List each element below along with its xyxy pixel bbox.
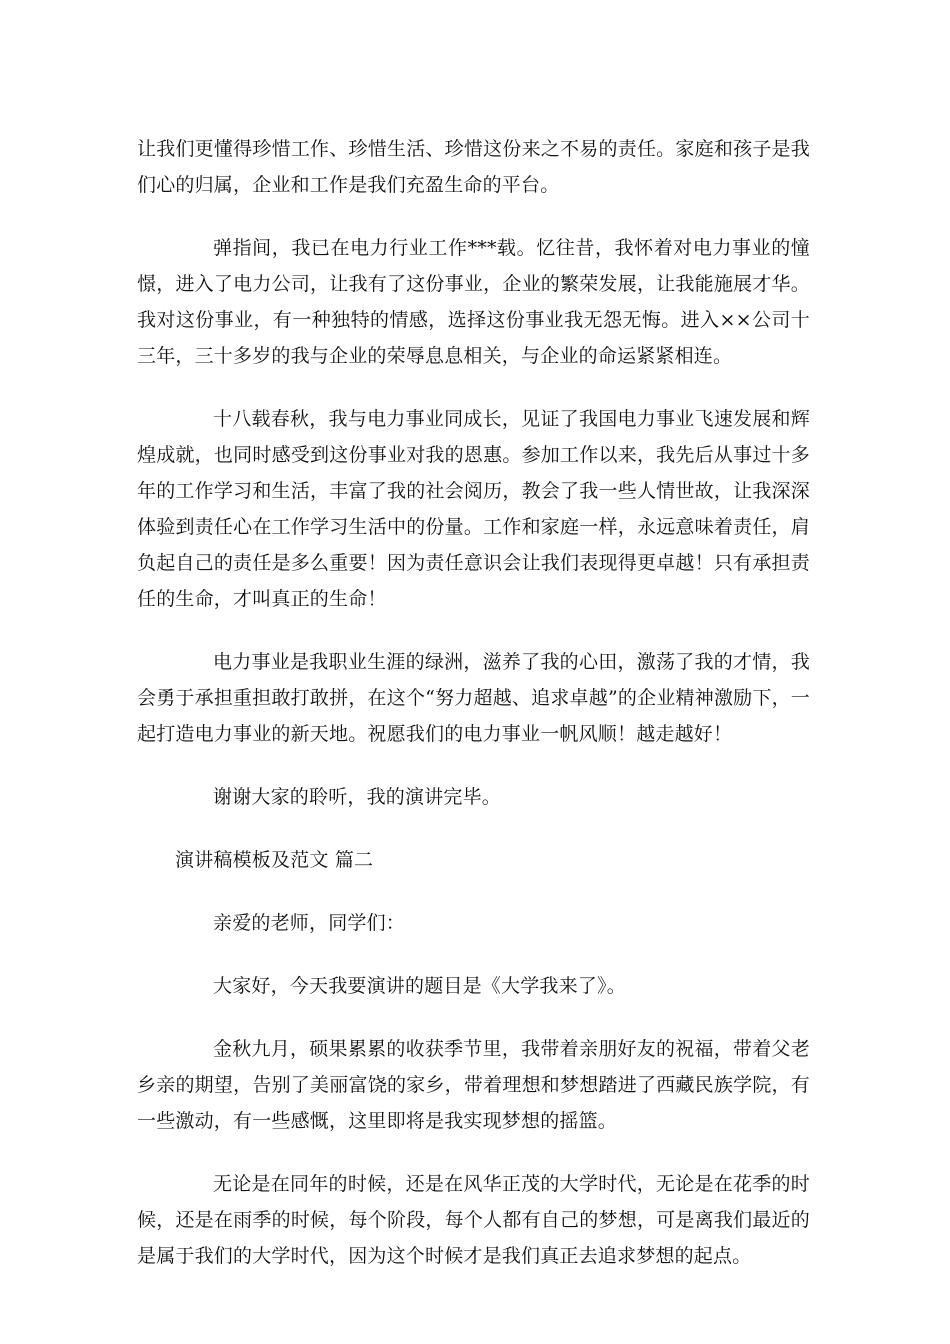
document-body — [137, 131, 810, 1301]
section-heading: 演讲稿模板及范文 篇二 — [175, 849, 374, 871]
paragraph-greeting: 亲爱的老师，同学们： — [213, 912, 406, 934]
paragraph-autumn: 金秋九月，硕果累累的收获季节里，我带着亲朋好友的祝福，带着父老乡亲的期望，告别了美丽富饶的家乡，带着理想和梦想踏进了西藏民族学院，有一些激动，有一些感慨，这里即将是我实现梦想的摇篮。 — [137, 1038, 810, 1132]
paragraph-oasis: 电力事业是我职业生涯的绿洲，滋养了我的心田，激荡了我的才情，我会勇于承担重担敢打敢拼，在这个“努力超越、追求卓越”的企业精神激励下，一起打造电力事业的新天地。祝愿我们的电力事业一帆风顺！越走越好！ — [137, 651, 810, 745]
paragraph-career-years: 弹指间，我已在电力行业工作***载。忆往昔，我怀着对电力事业的憧憬，进入了电力公司，让我有了这份事业，企业的繁荣发展，让我能施展才华。我对这份事业，有一种独特的情感，选择这份事业我无怨无悔。进入××公司十三年，三十多岁的我与企业的荣辱息息相关，与企业的命运紧紧相连。 — [137, 237, 810, 367]
paragraph-thanks: 谢谢大家的聆听，我的演讲完毕。 — [213, 786, 502, 808]
paragraph-topic: 大家好，今天我要演讲的题目是《大学我来了》。 — [213, 975, 626, 997]
paragraph-dreams: 无论是在同年的时候，还是在风华正茂的大学时代，无论是在花季的时候，还是在雨季的时候，每个阶段，每个人都有自己的梦想，可是离我们最近的是属于我们的大学时代，因为这个时候才是我们真正去追求梦想的起点。 — [137, 1173, 810, 1267]
paragraph-continuation: 让我们更懂得珍惜工作、珍惜生活、珍惜这份来之不易的责任。家庭和孩子是我们心的归属，企业和工作是我们充盈生命的平台。 — [137, 138, 810, 196]
paragraph-eighteen-years: 十八载春秋，我与电力事业同成长，见证了我国电力事业飞速发展和辉煌成就，也同时感受到这份事业对我的恩惠。参加工作以来，我先后从事过十多年的工作学习和生活，丰富了我的社会阅历，教会了我一些人情世故，让我深深体验到责任心在工作学习生活中的份量。工作和家庭一样，永远意味着责任，肩负起自己的责任是多么重要！因为责任意识会让我们表现得更卓越！只有承担责任的生命，才叫真正的生命！ — [137, 408, 810, 610]
